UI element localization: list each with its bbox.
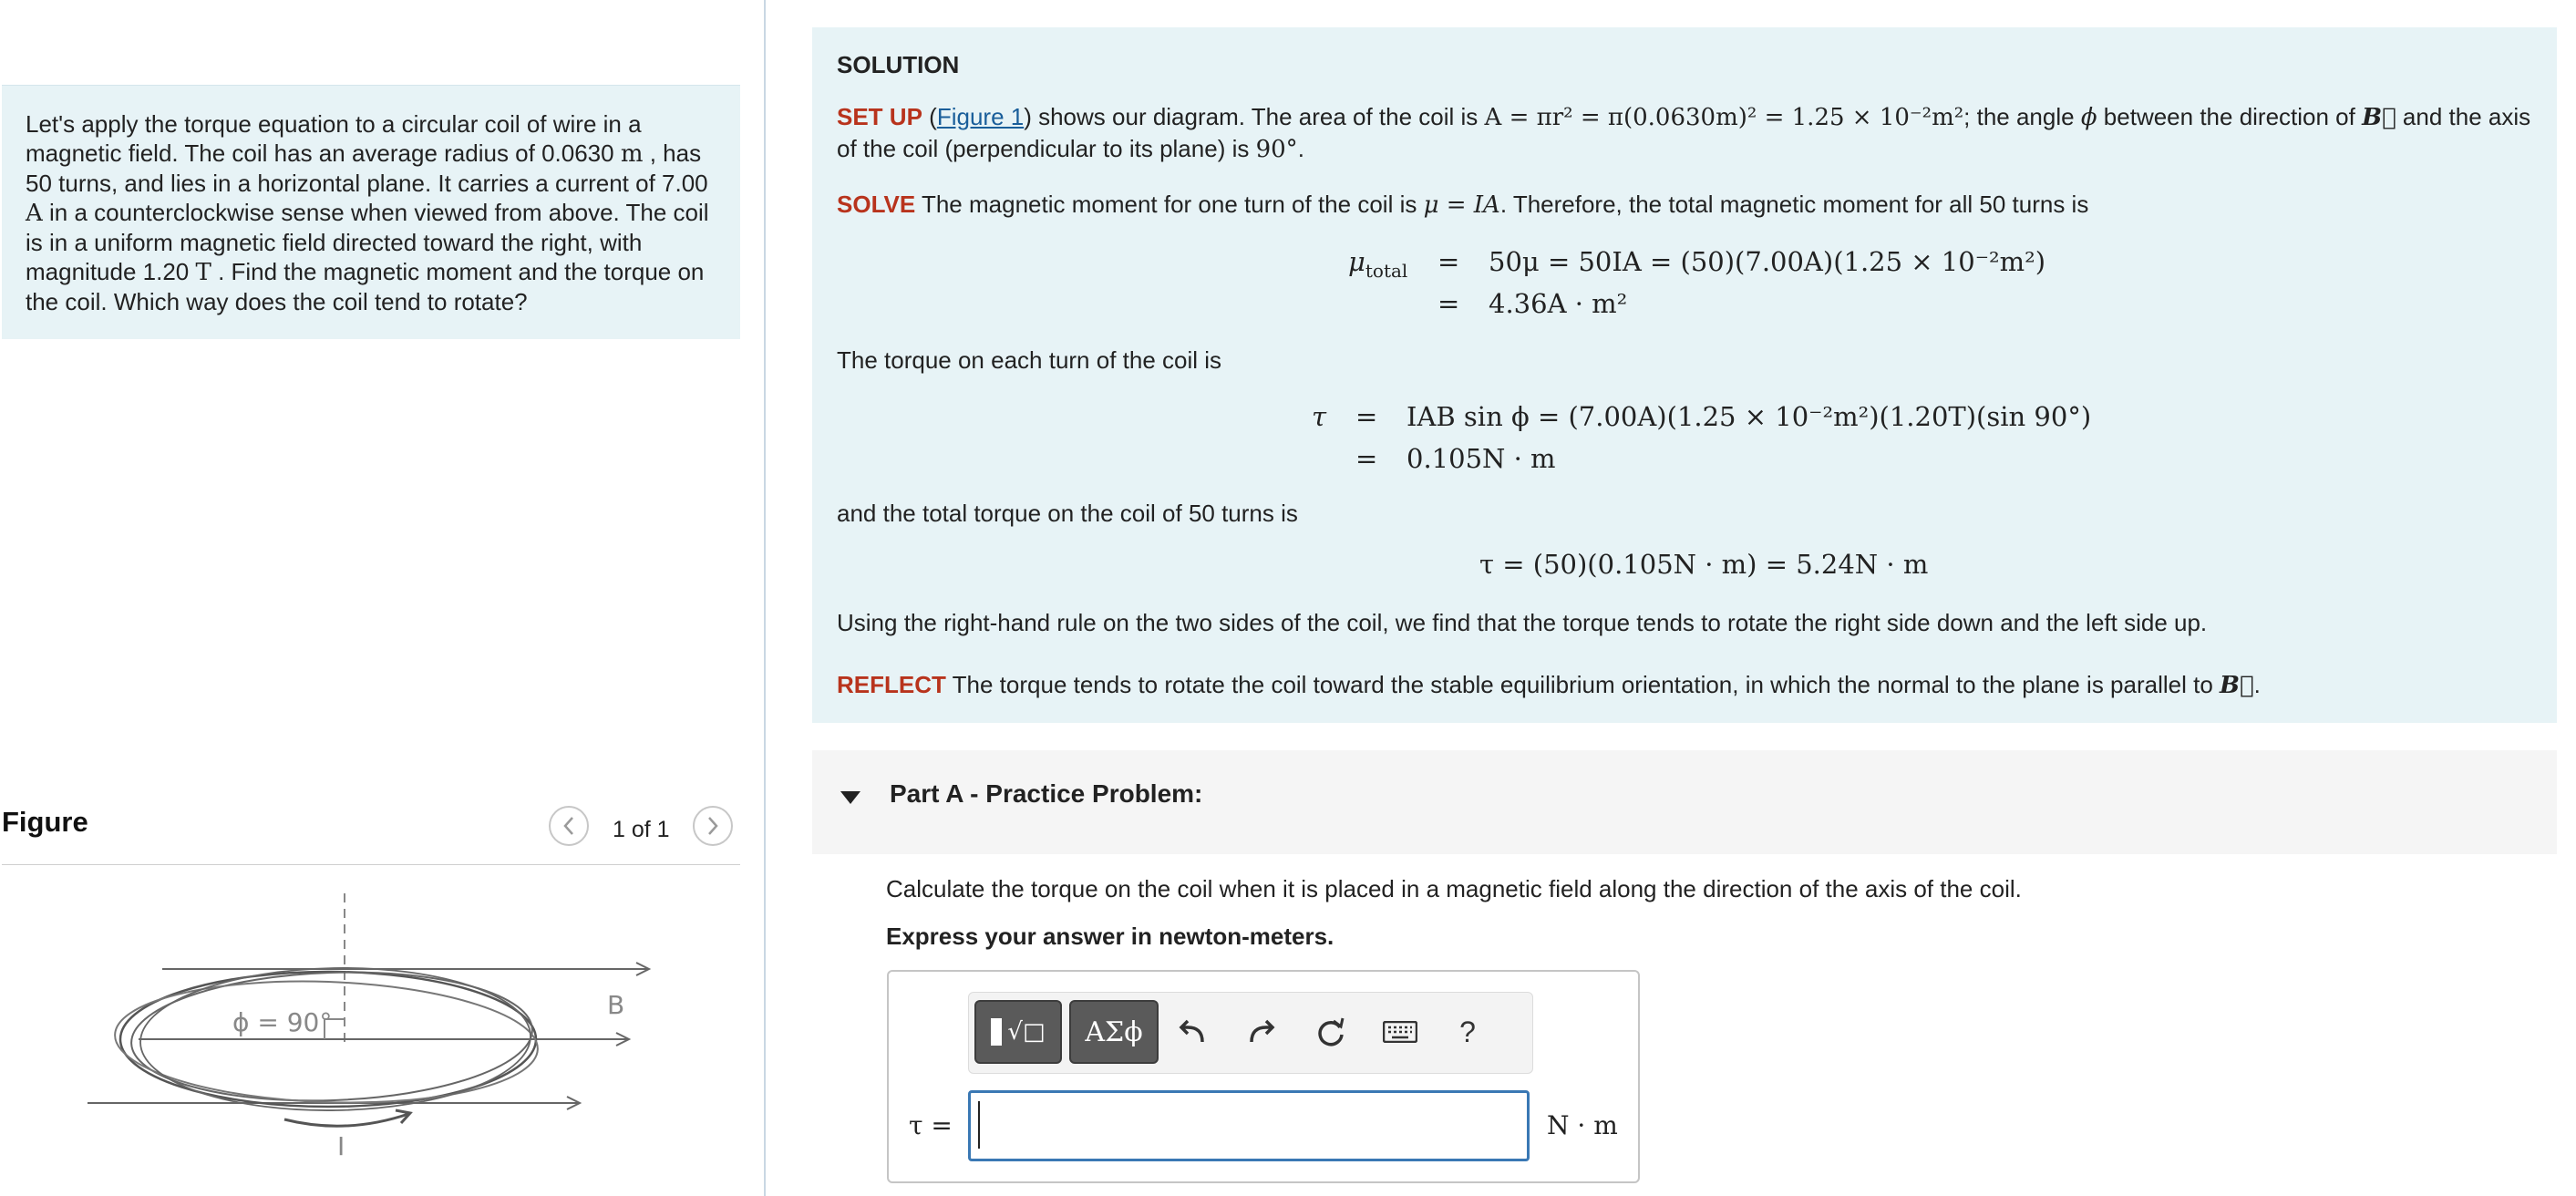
phi-angle-label: ϕ = 90° <box>232 1007 333 1037</box>
figure-prev-button[interactable] <box>549 806 589 846</box>
part-a-question: Calculate the torque on the coil when it is placed in a magnetic field along the direction of the axis of the coil. <box>886 875 2022 902</box>
setup-text-2: ; the angle <box>1963 103 2075 130</box>
mu-symbol: μ <box>1348 246 1365 277</box>
problem-text-1: Let's apply the torque equation to a circular coil of wire in a magnetic field. The coil has an average radius of 0.0630 <box>26 110 642 167</box>
setup-text-1: ) shows our diagram. The area of the coil is <box>1024 103 1479 130</box>
solve-text-1: The magnetic moment for one turn of the coil is <box>921 191 1417 218</box>
b-vector-symbol: B⃗ <box>2362 104 2396 131</box>
solution-heading: SOLUTION <box>837 51 960 78</box>
figure-divider <box>2 864 740 865</box>
tau-rhs-2: 0.105N · m <box>1406 443 1556 474</box>
setup-paragraph <box>837 101 2541 165</box>
symbols-button[interactable]: ΑΣϕ <box>1069 1000 1159 1064</box>
coil-loop-3 <box>113 974 540 1109</box>
chevron-right-icon <box>706 816 720 836</box>
chevron-left-icon <box>562 816 576 836</box>
mu-equation: μ = IA <box>1423 191 1500 219</box>
figure-1-link[interactable]: Figure 1 <box>936 103 1025 130</box>
current-label-I: I <box>337 1131 345 1161</box>
reset-icon[interactable] <box>1308 1009 1354 1055</box>
setup-text-3: between the direction of <box>2103 103 2355 130</box>
setup-label: SET UP <box>837 103 922 130</box>
keyboard-icon[interactable] <box>1377 1009 1423 1055</box>
text-cursor <box>978 1101 980 1149</box>
solve-label: SOLVE <box>837 191 916 218</box>
phi-symbol: ϕ <box>2080 104 2097 131</box>
figure-next-button[interactable] <box>693 806 733 846</box>
figure-counter: 1 of 1 <box>613 817 670 842</box>
torque-each-text: The torque on each turn of the coil is <box>837 346 1222 374</box>
setup-paren: ( <box>929 103 937 130</box>
problem-statement <box>26 109 727 316</box>
solution-panel <box>812 27 2557 723</box>
answer-input[interactable] <box>968 1090 1530 1161</box>
help-button[interactable]: ? <box>1459 1015 1476 1048</box>
tau-rhs-1: IAB sin ϕ = (7.00A)(1.25 × 10⁻²m²)(1.20T)(sin 90°) <box>1406 401 2092 432</box>
b-vector-symbol-2: B⃗ <box>2220 672 2254 699</box>
reflect-period: . <box>2253 671 2261 698</box>
column-divider <box>764 0 766 1196</box>
templates-icon <box>991 1018 1002 1046</box>
answer-unit: N · m <box>1547 1110 1618 1140</box>
setup-text-4: and the axis of the coil (perpendicular to its plane) is <box>837 103 2531 162</box>
reflect-paragraph <box>837 669 2261 701</box>
undo-icon[interactable] <box>1170 1009 1215 1055</box>
equals-sign-2: = <box>1437 288 1460 319</box>
equals-sign-3: = <box>1355 401 1378 432</box>
tau-total-equation: τ = (50)(0.105N · m) = 5.24N · m <box>1479 549 1929 580</box>
angle-value: 90° <box>1255 136 1298 163</box>
unit-meters: m <box>620 140 644 168</box>
current-arrow <box>284 1114 408 1126</box>
templates-label: √□ <box>1007 1018 1046 1046</box>
figure-title: Figure <box>2 806 88 838</box>
equals-sign-1: = <box>1437 246 1460 277</box>
answer-label: τ = <box>909 1110 953 1140</box>
mu-total-rhs-1: 50μ = 50IA = (50)(7.00A)(1.25 × 10⁻²m²) <box>1489 246 2046 277</box>
left-column <box>0 0 764 1196</box>
caret-down-icon[interactable] <box>840 790 861 805</box>
math-toolbar <box>968 992 1533 1074</box>
redo-icon[interactable] <box>1239 1009 1284 1055</box>
mu-total-subscript: total <box>1365 259 1408 282</box>
area-equation: A = πr² = π(0.0630m)² = 1.25 × 10⁻²m² <box>1484 104 1964 131</box>
mu-total-lhs <box>1348 246 1407 282</box>
answer-panel <box>887 970 1640 1183</box>
problem-text-3: in a counterclockwise sense when viewed from above. The coil is in a uniform magnetic field directed toward the right, with magnitude 1.20 <box>26 199 709 285</box>
equals-sign-4: = <box>1355 443 1378 474</box>
total-torque-text: and the total torque on the coil of 50 turns is <box>837 500 1298 527</box>
solve-text-2: . Therefore, the total magnetic moment for all 50 turns is <box>1499 191 2089 218</box>
problem-statement-box <box>2 85 740 339</box>
tau-lhs: τ <box>1312 401 1327 432</box>
reflect-label: REFLECT <box>837 671 946 698</box>
reflect-text: The torque tends to rotate the coil toward the stable equilibrium orientation, in which the normal to the plane is parallel to <box>952 671 2213 698</box>
problem-text-2: , has 50 turns, and lies in a horizontal plane. It carries a current of 7.00 <box>26 139 708 197</box>
templates-button[interactable] <box>974 1000 1062 1064</box>
unit-amperes: A <box>26 200 43 227</box>
problem-text-4: . Find the magnetic moment and the torque on the coil. Which way does the coil tend to rotate? <box>26 258 705 315</box>
part-a-header[interactable] <box>812 750 2557 854</box>
setup-period: . <box>1297 135 1304 162</box>
mu-total-rhs-2: 4.36A · m² <box>1489 288 1628 319</box>
field-label-B: B <box>607 990 625 1020</box>
unit-tesla: T <box>195 259 211 286</box>
part-a-title: Part A - Practice Problem: <box>890 779 1203 808</box>
solve-paragraph <box>837 189 2541 221</box>
part-a-instruction: Express your answer in newton-meters. <box>886 923 1334 950</box>
right-hand-rule-text: Using the right-hand rule on the two sides of the coil, we find that the torque tends to rotate the right side down and the left side up. <box>837 609 2208 636</box>
coil-figure <box>55 884 693 1185</box>
